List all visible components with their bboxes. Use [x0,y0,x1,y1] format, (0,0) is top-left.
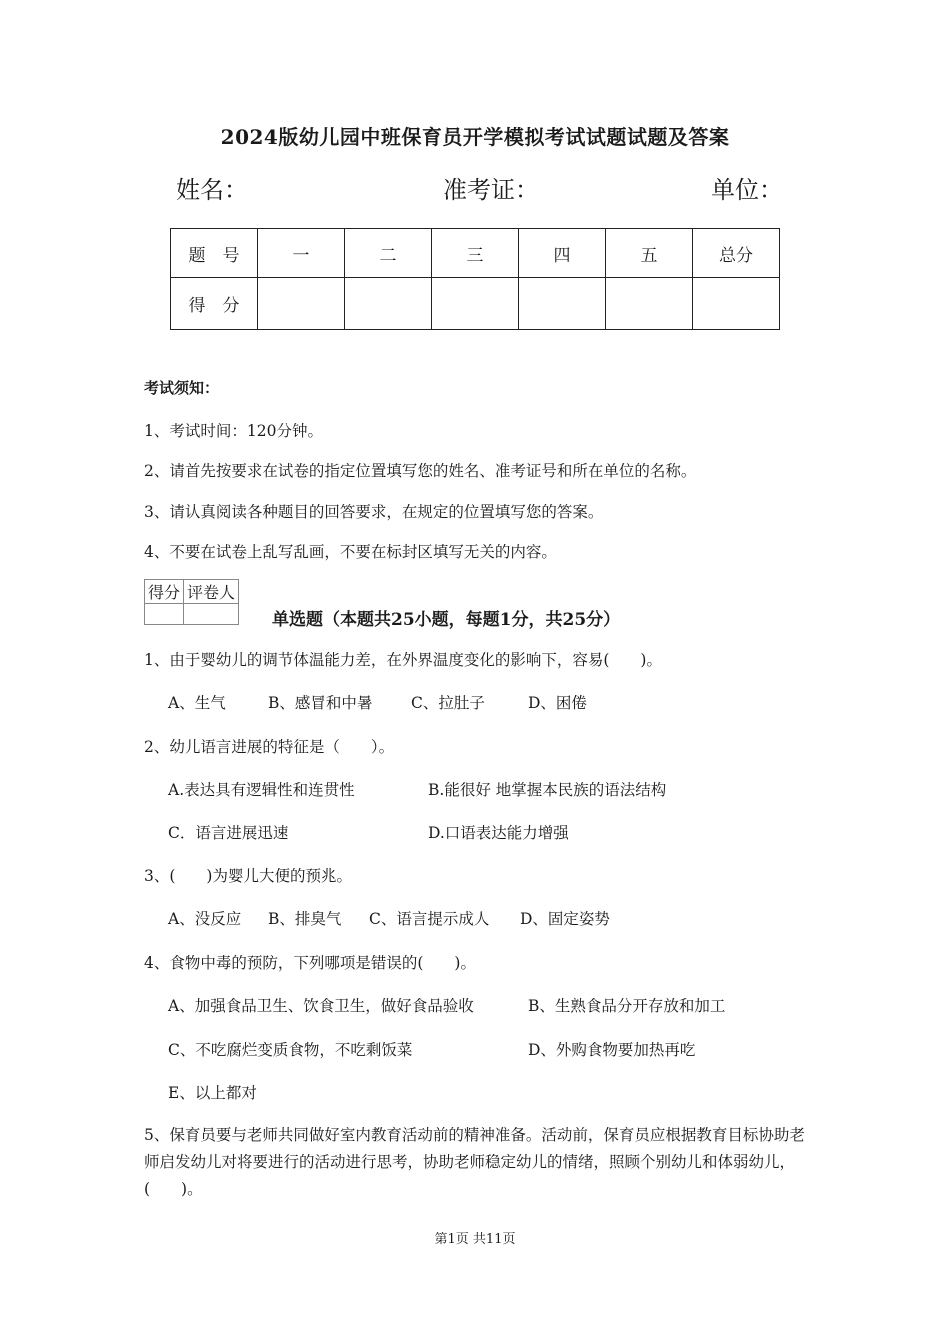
section-title: 单选题（本题共25小题，每题1分，共25分） [272,610,621,630]
notice-item: 1、考试时间：120分钟。 [144,422,323,440]
score-cell [519,278,606,330]
notice-item: 3、请认真阅读各种题目的回答要求，在规定的位置填写您的答案。 [144,503,604,521]
grader-reviewer-cell [184,604,239,625]
score-table-header: 总分 [693,229,780,278]
option: B.能很好 地掌握本民族的语法结构 [428,781,667,799]
notice-item: 2、请首先按要求在试卷的指定位置填写您的姓名、准考证号和所在单位的名称。 [144,462,697,480]
notice-item: 4、不要在试卷上乱写乱画，不要在标封区填写无关的内容。 [144,543,557,561]
name-field-label: 姓名： [176,176,248,204]
score-table-header: 一 [258,229,345,278]
question-stem: 1、由于婴幼儿的调节体温能力差，在外界温度变化的影响下，容易( )。 [144,651,662,669]
question-stem: 5、保育员要与老师共同做好室内教育活动前的精神准备。活动前，保育员应根据教育目标协助老师启发幼儿对将要进行的活动进行思考，协助老师稳定幼儿的情绪，照顾个别幼儿和体弱幼儿，( )。 [144,1126,805,1198]
exam-id-field-label: 准考证： [443,176,539,204]
option: A、生气 [168,694,226,712]
score-cell [345,278,432,330]
score-table-header: 二 [345,229,432,278]
option: B、排臭气 [268,910,342,928]
notice-heading: 考试须知： [144,379,220,397]
score-table-header: 三 [432,229,519,278]
score-cell [432,278,519,330]
page-footer: 第1页 共11页 [434,1232,516,1247]
score-cell [606,278,693,330]
unit-field-label: 单位： [711,176,783,204]
option: D.口语表达能力增强 [428,824,569,842]
option: C、不吃腐烂变质食物，不吃剩饭菜 [168,1041,413,1059]
option: D、固定姿势 [520,910,610,928]
option: B、生熟食品分开存放和加工 [528,997,726,1015]
option: A、没反应 [168,910,242,928]
score-table [170,228,780,330]
page-title: 2024版幼儿园中班保育员开学模拟考试试题试题及答案 [220,125,730,149]
question-stem: 2、幼儿语言进展的特征是（ ）。 [144,738,395,756]
option: A.表达具有逻辑性和连贯性 [168,781,355,799]
option: A、加强食品卫生、饮食卫生，做好食品验收 [168,997,474,1015]
option: E、以上都对 [168,1084,257,1102]
score-cell [258,278,345,330]
option: C、语言提示成人 [369,910,490,928]
question-stem: 3、( )为婴儿大便的预兆。 [144,867,352,885]
option: C．语言进展迅速 [168,824,289,842]
grader-box [144,579,239,625]
score-table-header: 四 [519,229,606,278]
score-cell [693,278,780,330]
score-table-header: 五 [606,229,693,278]
option: B、感冒和中暑 [268,694,373,712]
score-table-header: 题 号 [171,229,258,278]
score-row-label: 得 分 [171,278,258,330]
option: D、困倦 [528,694,587,712]
question-stem: 4、食物中毒的预防，下列哪项是错误的( )。 [144,954,476,972]
option: D、外购食物要加热再吃 [528,1041,696,1059]
option: C、拉肚子 [411,694,485,712]
grader-score-label: 得分 [145,580,184,604]
grader-score-cell [145,604,184,625]
grader-reviewer-label: 评卷人 [184,580,239,604]
